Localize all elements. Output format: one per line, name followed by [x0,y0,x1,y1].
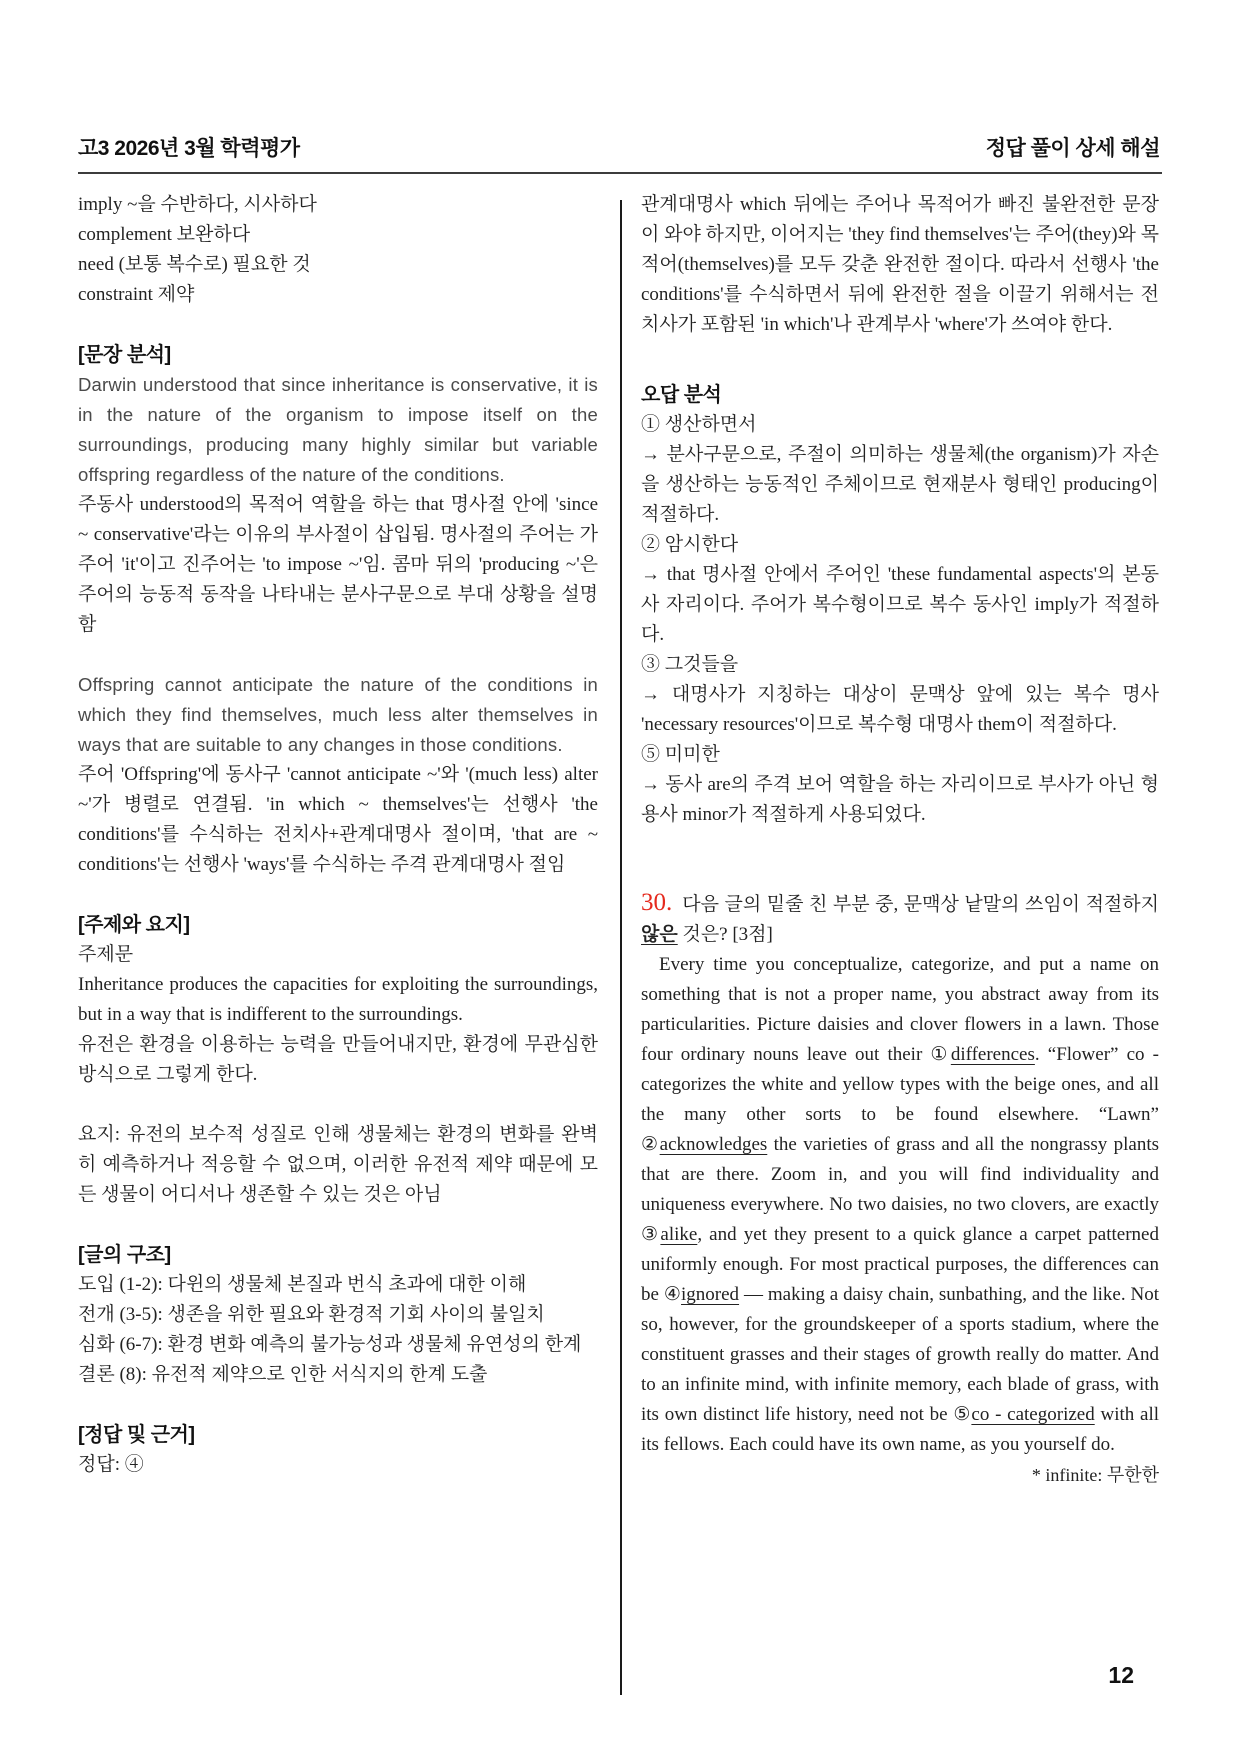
header-rule [78,172,1162,174]
passage-choice-5: co - categorized [971,1404,1095,1425]
column-divider [620,200,622,1695]
grammar-explanation: 관계대명사 which 뒤에는 주어나 목적어가 빠진 불완전한 문장이 와야 하지만, 이어지는 'they find themselves'는 주어(they)와 목적어(themselves)를 모두 갖춘 완전한 절이다. 따라서 선행사 'the conditions'를 수식하면서 뒤에 완전한 절을 이끌기 위해서는 전치사가 포함된 'in which'나 관계부사 'where'가 쓰여야 한다. [641,194,1160,335]
question-30-passage [641,950,1159,1460]
passage-choice-2: acknowledges [659,1134,768,1155]
wrong-answer-label-5: ⑤ 미미한 [641,744,720,765]
wrong-answer-label-1: ① 생산하면서 [641,414,757,435]
wrong-answer-label-2: ② 암시한다 [641,534,739,555]
prompt-underlined-word: 않은 [641,924,678,945]
structure-item: 심화 (6-7): 환경 변화 예측의 불가능성과 생물체 유연성의 한계 [78,1334,582,1355]
vocab-line: constraint 제약 [78,284,195,305]
wrong-answer-detail-3: → 대명사가 지칭하는 대상이 문맥상 앞에 있는 복수 명사 'necessary resources'이므로 복수형 대명사 them이 적절하다. [641,684,1159,735]
page-number: 12 [1108,1662,1134,1688]
passage-text: , and yet they present to a quick glance a carpet patterned uniformly enough. For most practical purposes, the differences can be ④ [641,1224,1159,1305]
question-30 [641,888,1159,1490]
passage-text: Every time you conceptualize, categorize, and put a name on something that is not a proper name, you abstract away from its particularities. Picture daisies and clover flowers in a lawn. Those four ordinary nouns leave out their ① [641,954,1159,1065]
analyzed-sentence-2: Offspring cannot anticipate the nature of the conditions in which they find themselves, much less alter themselves in ways that are suitable to any changes in those conditions. [78,674,598,755]
structure-item: 도입 (1-2): 다윈의 생물체 본질과 번식 초과에 대한 이해 [78,1274,527,1295]
question-30-number: 30. [641,889,673,916]
topic-sentence-en: Inheritance produces the capacities for exploiting the surroundings, but in a way that is indifferent to the surroundings. [78,974,598,1025]
passage-choice-3: alike [660,1224,698,1245]
wrong-answer-detail-2: → that 명사절 안에서 주어인 'these fundamental aspects'의 본동사 자리이다. 주어가 복수형이므로 복수 동사인 imply가 적절하다. [641,564,1159,645]
passage-footnote: * infinite: 무한한 [1031,1465,1159,1485]
gist-text: 요지: 유전의 보수적 성질로 인해 생물체는 환경의 변화를 완벽히 예측하거나 적응할 수 없으며, 이러한 유전적 제약 때문에 모든 생물이 어디서나 생존할 수 있는 것은 아님 [78,1124,598,1205]
wrong-answer-detail-5: → 동사 are의 주격 보어 역할을 하는 자리이므로 부사가 아닌 형용사 minor가 적절하게 사용되었다. [641,774,1159,825]
wrong-answer-detail-1: → 분사구문으로, 주절이 의미하는 생물체(the organism)가 자손을 생산하는 능동적인 주체이므로 현재분사 형태인 producing이 적절하다. [641,444,1159,525]
header-exam-title: 고3 2026년 3월 학력평가 [78,137,300,160]
sentence-1-explanation: 주동사 understood의 목적어 역할을 하는 that 명사절 안에 'since ~ conservative'라는 이유의 부사절이 삽입됨. 명사절의 주어는 가주어 'it'이고 진주어는 'to impose ~'임. 콤마 뒤의 'producing ~'은 주어의 능동적 동작을 나타내는 분사구문으로 부대 상황을 설명함 [78,494,598,635]
wrong-answer-label-3: ③ 그것들을 [641,654,739,675]
vocab-line: need (보통 복수로) 필요한 것 [78,254,311,275]
passage-choice-1: differences [950,1044,1035,1065]
section-heading-wrong-answers: 오답 분석 [641,384,722,406]
section-heading-structure: [글의 구조] [78,1244,171,1266]
analyzed-sentence-1: Darwin understood that since inheritance is conservative, it is in the nature of the organism to impose itself on the surroundings, producing many highly similar but variable offspring regardless of the nature of the conditions. [78,374,598,485]
passage-choice-4: ignored [681,1284,740,1305]
section-heading-answer: [정답 및 근거] [78,1424,195,1446]
right-column [641,190,1159,1490]
vocab-line: imply ~을 수반하다, 시사하다 [78,194,317,215]
passage-text: with all its fellows. Each could have its own name, as you yourself do. [641,1404,1159,1455]
passage-text: the varieties of grass and all the nongrassy plants that are there. Zoom in, and you will find individuality and uniqueness everywhere. No two daisies, no two clovers, are exactly ③ [641,1134,1159,1245]
answer-text: 정답: ④ [78,1454,144,1475]
prompt-text: 다음 글의 밑줄 친 부분 중, 문맥상 낱말의 쓰임이 적절하지 [682,894,1159,915]
passage-text: . “Flower” co - categorizes the white and yellow types with the beige ones, and all the many other sorts to be found elsewhere. “Lawn” ② [641,1044,1159,1155]
topic-sentence-label: 주제문 [78,944,134,965]
sentence-2-explanation: 주어 'Offspring'에 동사구 'cannot anticipate ~'와 '(much less) alter ~'가 병렬로 연결됨. 'in which ~ themselves'는 선행사 'the conditions'를 수식하는 전치사+관계대명사 절이며, 'that are ~ conditions'는 선행사 'ways'를 수식하는 주격 관계대명사 절임 [78,764,598,875]
section-heading-topic: [주제와 요지] [78,914,190,936]
vocab-line: complement 보완하다 [78,224,251,245]
prompt-text: 것은? [3점] [677,924,773,945]
left-column [78,190,598,1480]
question-30-prompt [641,888,1159,950]
passage-text: — making a daisy chain, sunbathing, and the like. Not so, however, for the groundskeeper of a sports stadium, where the constituent grasses and their stages of growth really do matter. And to an infinite mind, with infinite memory, each blade of grass, with its own distinct life history, need not be ⑤ [641,1284,1159,1425]
header-doc-title: 정답 풀이 상세 해설 [985,137,1160,160]
structure-item: 결론 (8): 유전적 제약으로 인한 서식지의 한계 도출 [78,1364,488,1385]
structure-item: 전개 (3-5): 생존을 위한 필요와 환경적 기회 사이의 불일치 [78,1304,545,1325]
section-heading-sentence-analysis: [문장 분석] [78,344,171,366]
topic-sentence-ko: 유전은 환경을 이용하는 능력을 만들어내지만, 환경에 무관심한 방식으로 그렇게 한다. [78,1034,598,1085]
